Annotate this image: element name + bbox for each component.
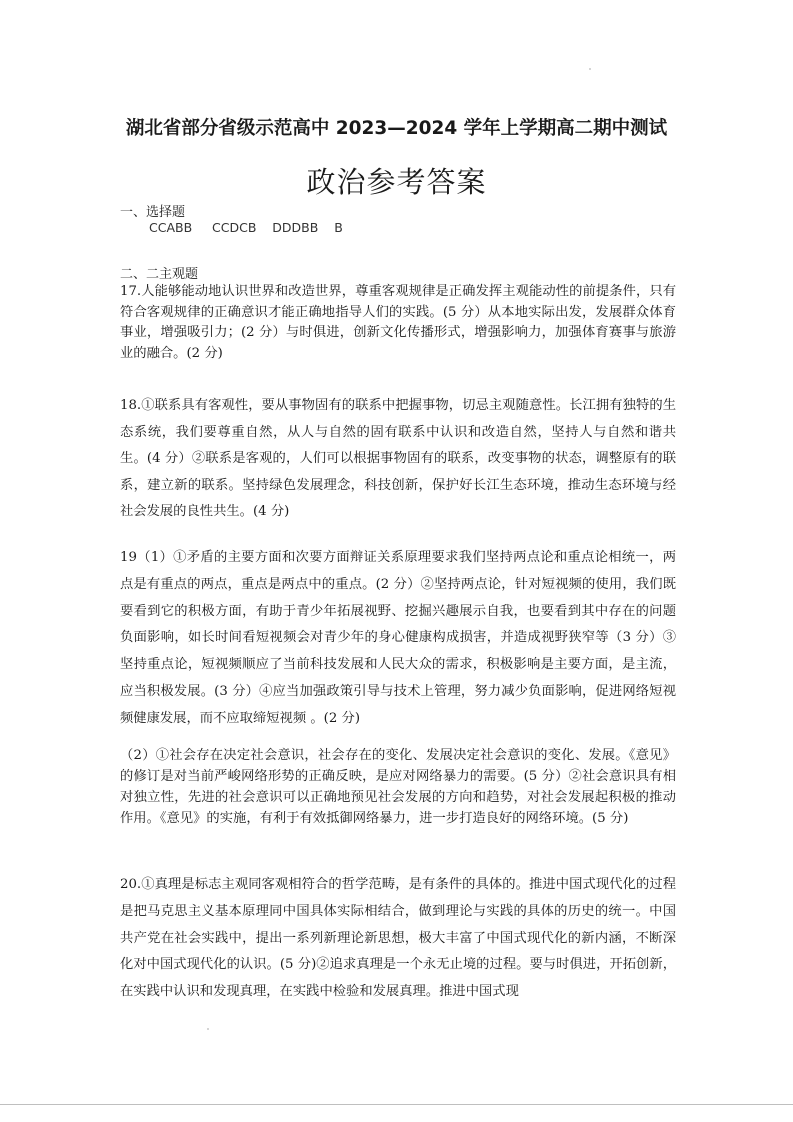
document-title: 湖北省部分省级示范高中 2023—2024 学年上学期高二期中测试 [125,118,668,139]
scan-speck [589,68,591,70]
question-20-answer: 20.①真理是标志主观同客观相符合的哲学范畴，是有条件的具体的。推进中国式现代化的过程是把马克思主义基本原理同中国具体实际相结合，做到理论与实践的具体的历史的统一。中国共产党在社会实践中，提出一系列新理论新思想，极大丰富了中国式现代化的新内涵，不断深化对中国式现代化的认识。(5 分)②追求真理是一个永无止境的过程。要与时俱进，开拓创新，在实践中认识和发现真理，在实践中检验和发展真理。推进中国式现 [120,877,676,1000]
question-18-answer: 18.①联系具有客观性，要从事物固有的联系中把握事物，切忌主观随意性。长江拥有独特的生态系统，我们要尊重自然，从人与自然的固有联系中认识和改造自然，坚持人与自然和谐共生。(4 分）②联系是客观的，人们可以根据事物固有的联系，改变事物的状态，调整原有的联系，建立新的联系。坚持绿色发展理念，科技创新，保护好长江生态环境，推动生态环境与经社会发展的良性共生。(4 分) [120,398,676,519]
section-2-heading: 二、二主观题 [120,267,199,282]
document-subtitle: 政治参考答案 [306,165,487,199]
section-1-heading: 一、选择题 [120,205,186,220]
question-19-part-1-answer: 19（1）①矛盾的主要方面和次要方面辩证关系原理要求我们坚持两点论和重点论相统一，两点是有重点的两点，重点是两点中的重点。(2 分）②坚持两点论，针对短视频的使用，我们既要看到它的积极方面，有助于青少年拓展视野、挖掘兴趣展示自我，也要看到其中存在的问题负面影响，如长时间看短视频会对青少年的身心健康构成损害，并造成视野狭窄等（3 分）③坚持重点论，短视频顺应了当前科技发展和人民大众的需求，积极影响是主要方面，是主流，应当积极发展。(3 分）④应当加强政策引导与技术上管理，努力减少负面影响，促进网络短视频健康发展，而不应取缔短视频 。(2 分) [120,550,676,726]
question-19-part-2-answer: （2）①社会存在决定社会意识，社会存在的变化、发展决定社会意识的变化、发展。《意见》的修订是对当前严峻网络形势的正确反映，是应对网络暴力的需要。(5 分）②社会意识具有相对独立性，先进的社会意识可以正确地预见社会发展的方向和趋势，对社会发展起积极的推动作用。《意见》的实施，有利于有效抵御网络暴力，进一步打造良好的网络环境。(5 分) [120,748,676,826]
multiple-choice-answers: CCABB CCDCB DDDBB B [149,220,343,235]
scan-speck [207,1028,209,1030]
bottom-divider [0,1104,793,1105]
question-17-answer: 17.人能够能动地认识世界和改造世界，尊重客观规律是正确发挥主观能动性的前提条件，只有符合客观规律的正确意识才能正确地指导人们的实践。(5 分）从本地实际出发，发展群众体育事业，增强吸引力；(2 分）与时俱进，创新文化传播形式，增强影响力，加强体育赛事与旅游业的融合。(2 分) [120,284,676,361]
